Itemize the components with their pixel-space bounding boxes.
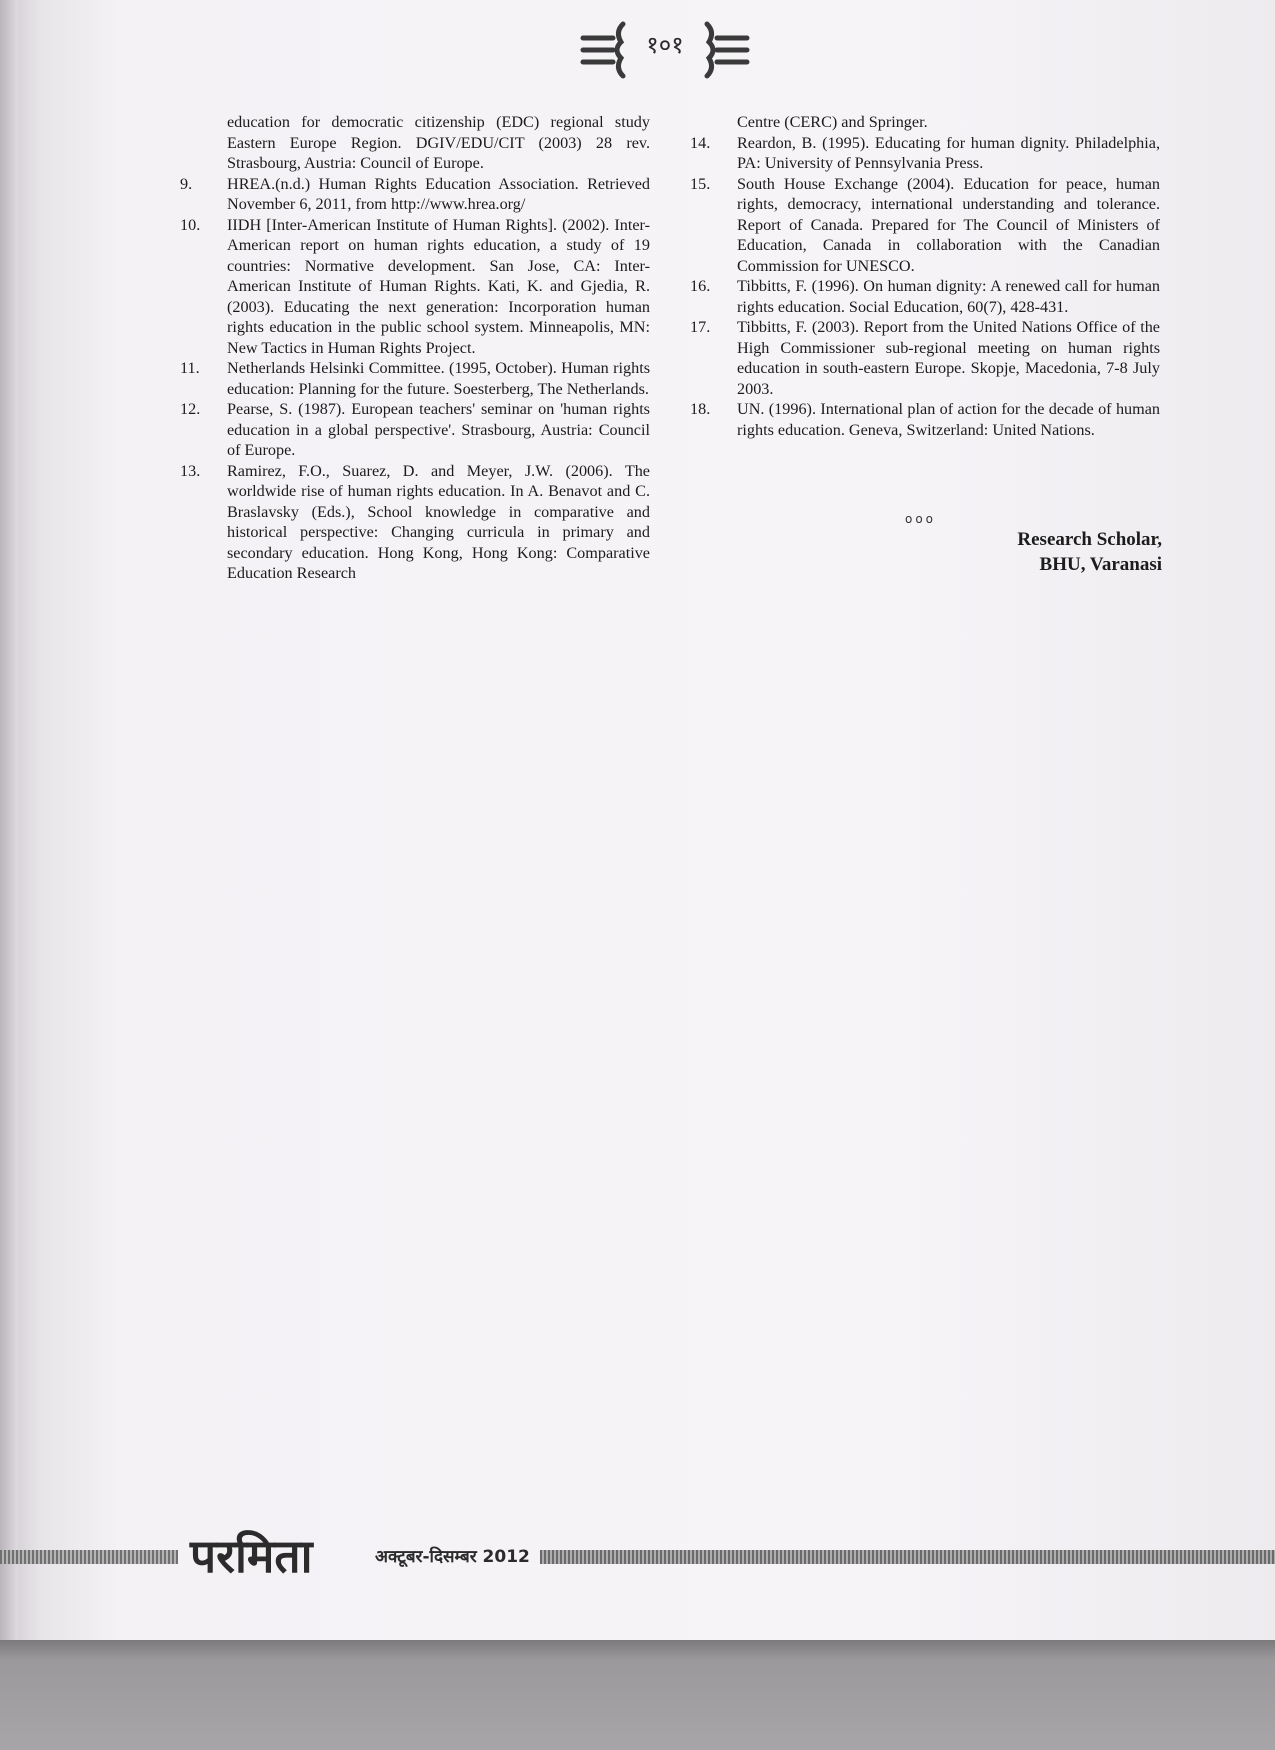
reference-text: IIDH [Inter-American Institute of Human Rights]. (2002). Inter-American report on human rights education, a study of 19 countries: Normative development. San Jose, CA: Inter-American Institute of Human Rights. Kati, K. and Gjedia, R. (2003). Educating the next generation: Incorporation human rights education in the public school system. Minneapolis, MN: New Tactics in Human Rights Project. [227, 215, 650, 357]
binding-shadow [0, 0, 18, 1640]
page-number: १०१ [646, 31, 684, 59]
reference-text: Tibbitts, F. (2003). Report from the United Nations Office of the High Commissioner sub-regional meeting on human rights education in south-eastern Europe. Skopje, Macedonia, 7-8 July 2003. [737, 318, 1160, 398]
reference-item [685, 174, 1160, 277]
reference-item [175, 215, 650, 359]
reference-item [175, 112, 650, 174]
reference-number: 17. [690, 318, 711, 336]
reference-item [175, 358, 650, 399]
footer-hatch-right [540, 1550, 1275, 1564]
author-signature [900, 527, 1162, 577]
reference-number: 14. [690, 133, 711, 152]
reference-text: Ramirez, F.O., Suarez, D. and Meyer, J.W. (2006). The worldwide rise of human rights education. In A. Benavot and C. Braslavsky (Eds.), School knowledge in comparative and historical perspective: Changing curricula in primary and secondary education. Hong Kong, Hong Kong: Comparative Education Research [227, 461, 650, 582]
references-left-column [175, 112, 650, 584]
scan-bottom-margin [0, 1640, 1275, 1750]
reference-number: 11. [180, 359, 200, 377]
author-affiliation: BHU, Varanasi [1039, 554, 1162, 575]
reference-text: Netherlands Helsinki Committee. (1995, October). Human rights education: Planning for the future. Soesterberg, The Netherlands. [227, 359, 650, 398]
journal-title: परमिता [190, 1529, 313, 1583]
reference-text: HREA.(n.d.) Human Rights Education Association. Retrieved November 6, 2011, from http://www.hrea.org/ [227, 174, 650, 213]
references-right-column [685, 112, 1160, 440]
reference-number: 10. [180, 215, 201, 234]
reference-item [175, 399, 650, 461]
reference-text: South House Exchange (2004). Education for peace, human rights, democracy, international understanding and tolerance. Report of Canada. Prepared for The Council of Ministers of Education, Canada in collaboration with the Canadian Commission for UNESCO. [737, 174, 1160, 275]
reference-text: Reardon, B. (1995). Educating for human dignity. Philadelphia, PA: University of Pennsylvania Press. [737, 133, 1160, 172]
reference-text: Tibbitts, F. (1996). On human dignity: A renewed call for human rights education. Social Education, 60(7), 428-431. [737, 277, 1160, 316]
reference-text: UN. (1996). International plan of action for the decade of human rights education. Geneva, Switzerland: United Nations. [737, 400, 1160, 439]
reference-item [685, 317, 1160, 399]
footer-hatch-left [0, 1550, 178, 1564]
page-header [575, 12, 755, 87]
section-end-ornament: ooo [905, 512, 937, 526]
reference-number: 15. [690, 174, 711, 193]
reference-text: Centre (CERC) and Springer. [737, 113, 928, 131]
reference-number: 12. [180, 400, 201, 418]
reference-item [685, 276, 1160, 317]
author-title: Research Scholar, [1017, 529, 1162, 550]
reference-item [685, 133, 1160, 174]
reference-number: 13. [180, 461, 201, 480]
reference-item [175, 174, 650, 215]
reference-item [685, 399, 1160, 440]
reference-text: Pearse, S. (1987). European teachers' seminar on 'human rights education in a global perspective'. Strasbourg, Austria: Council of Europe. [227, 400, 650, 459]
reference-text: education for democratic citizenship (EDC) regional study Eastern Europe Region. DGIV/EDU/CIT (2003) 28 rev. Strasbourg, Austria: Council of Europe. [227, 113, 650, 172]
reference-item [685, 112, 1160, 133]
issue-date: अक्टूबर-दिसम्बर 2012 [375, 1547, 530, 1567]
reference-number: 18. [690, 400, 711, 418]
reference-item [175, 461, 650, 584]
reference-number: 9. [180, 174, 193, 193]
reference-number: 16. [690, 277, 711, 295]
